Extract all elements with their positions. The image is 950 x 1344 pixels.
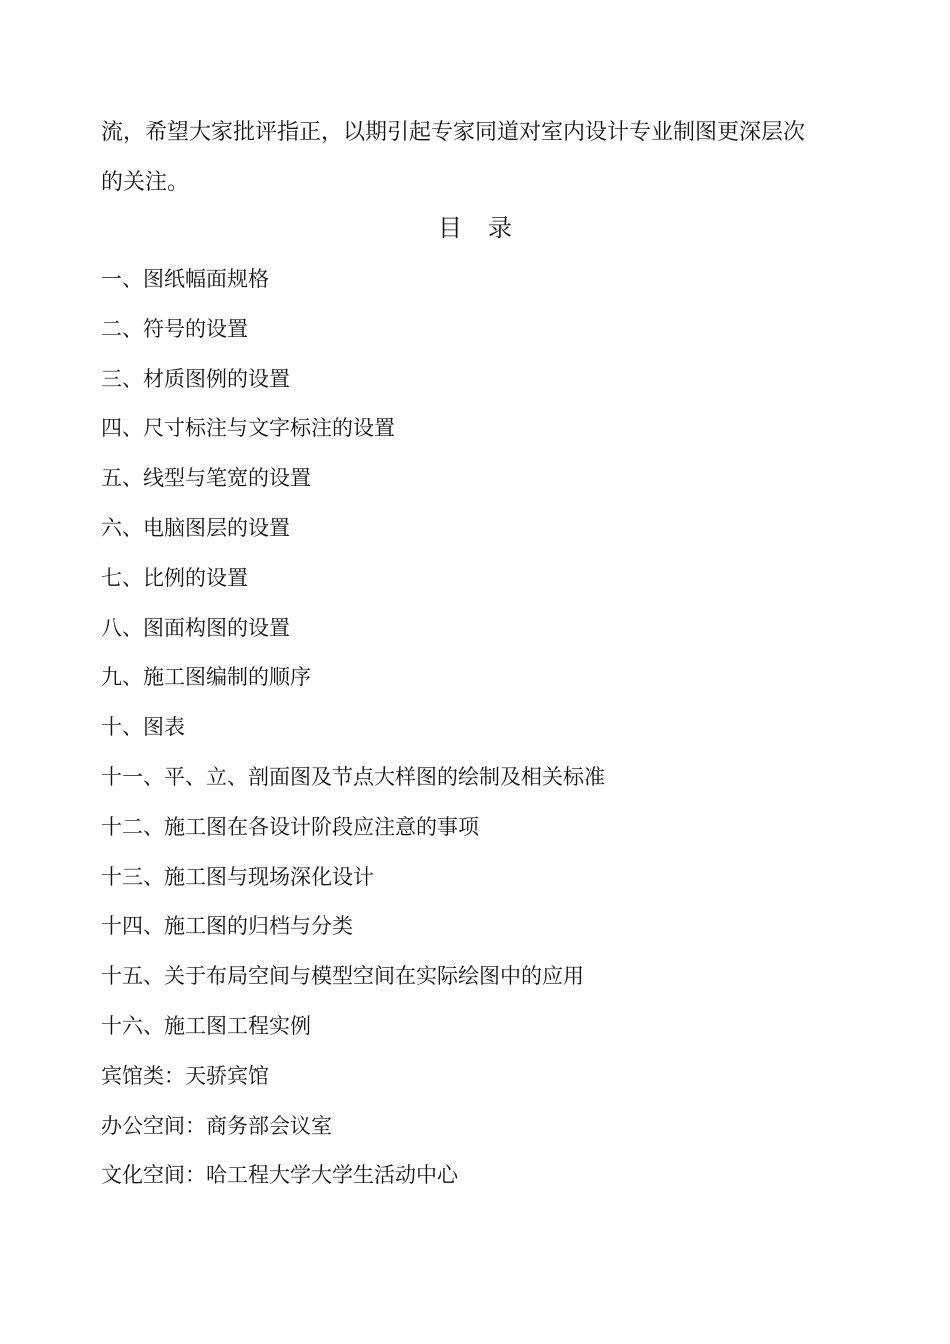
toc-item: 七、比例的设置 [101, 565, 248, 590]
intro-paragraph [101, 108, 841, 208]
toc-item: 三、材质图例的设置 [101, 366, 290, 391]
toc-item: 五、线型与笔宽的设置 [101, 466, 311, 491]
toc-list [101, 255, 841, 1201]
toc-heading-left: 目 [438, 214, 462, 242]
toc-item: 文化空间：哈工程大学大学生活动中心 [101, 1163, 458, 1188]
toc-item: 十四、施工图的归档与分类 [101, 914, 353, 939]
toc-item: 一、图纸幅面规格 [101, 267, 269, 291]
toc-item: 十五、关于布局空间与模型空间在实际绘图中的应用 [101, 964, 584, 989]
intro-line-1: 流，希望大家批评指正，以期引起专家同道对室内设计专业制图更深层次 [101, 120, 806, 145]
toc-item: 八、图面构图的设置 [101, 615, 290, 640]
toc-item: 办公空间：商务部会议室 [101, 1113, 332, 1138]
toc-item: 宾馆类：天骄宾馆 [101, 1063, 269, 1088]
toc-item: 十六、施工图工程实例 [101, 1013, 311, 1038]
intro-line-2: 的关注。 [101, 170, 190, 195]
toc-item: 十、图表 [101, 715, 185, 740]
toc-item: 十一、平、立、剖面图及节点大样图的绘制及相关标准 [101, 764, 605, 789]
toc-item: 二、符号的设置 [101, 316, 248, 341]
toc-item: 十二、施工图在各设计阶段应注意的事项 [101, 814, 479, 839]
toc-item: 十三、施工图与现场深化设计 [101, 864, 374, 889]
toc-item: 四、尺寸标注与文字标注的设置 [101, 416, 395, 441]
toc-heading-right: 录 [488, 214, 512, 242]
toc-heading [0, 206, 950, 250]
toc-item: 九、施工图编制的顺序 [101, 665, 311, 690]
toc-item: 六、电脑图层的设置 [101, 515, 290, 540]
